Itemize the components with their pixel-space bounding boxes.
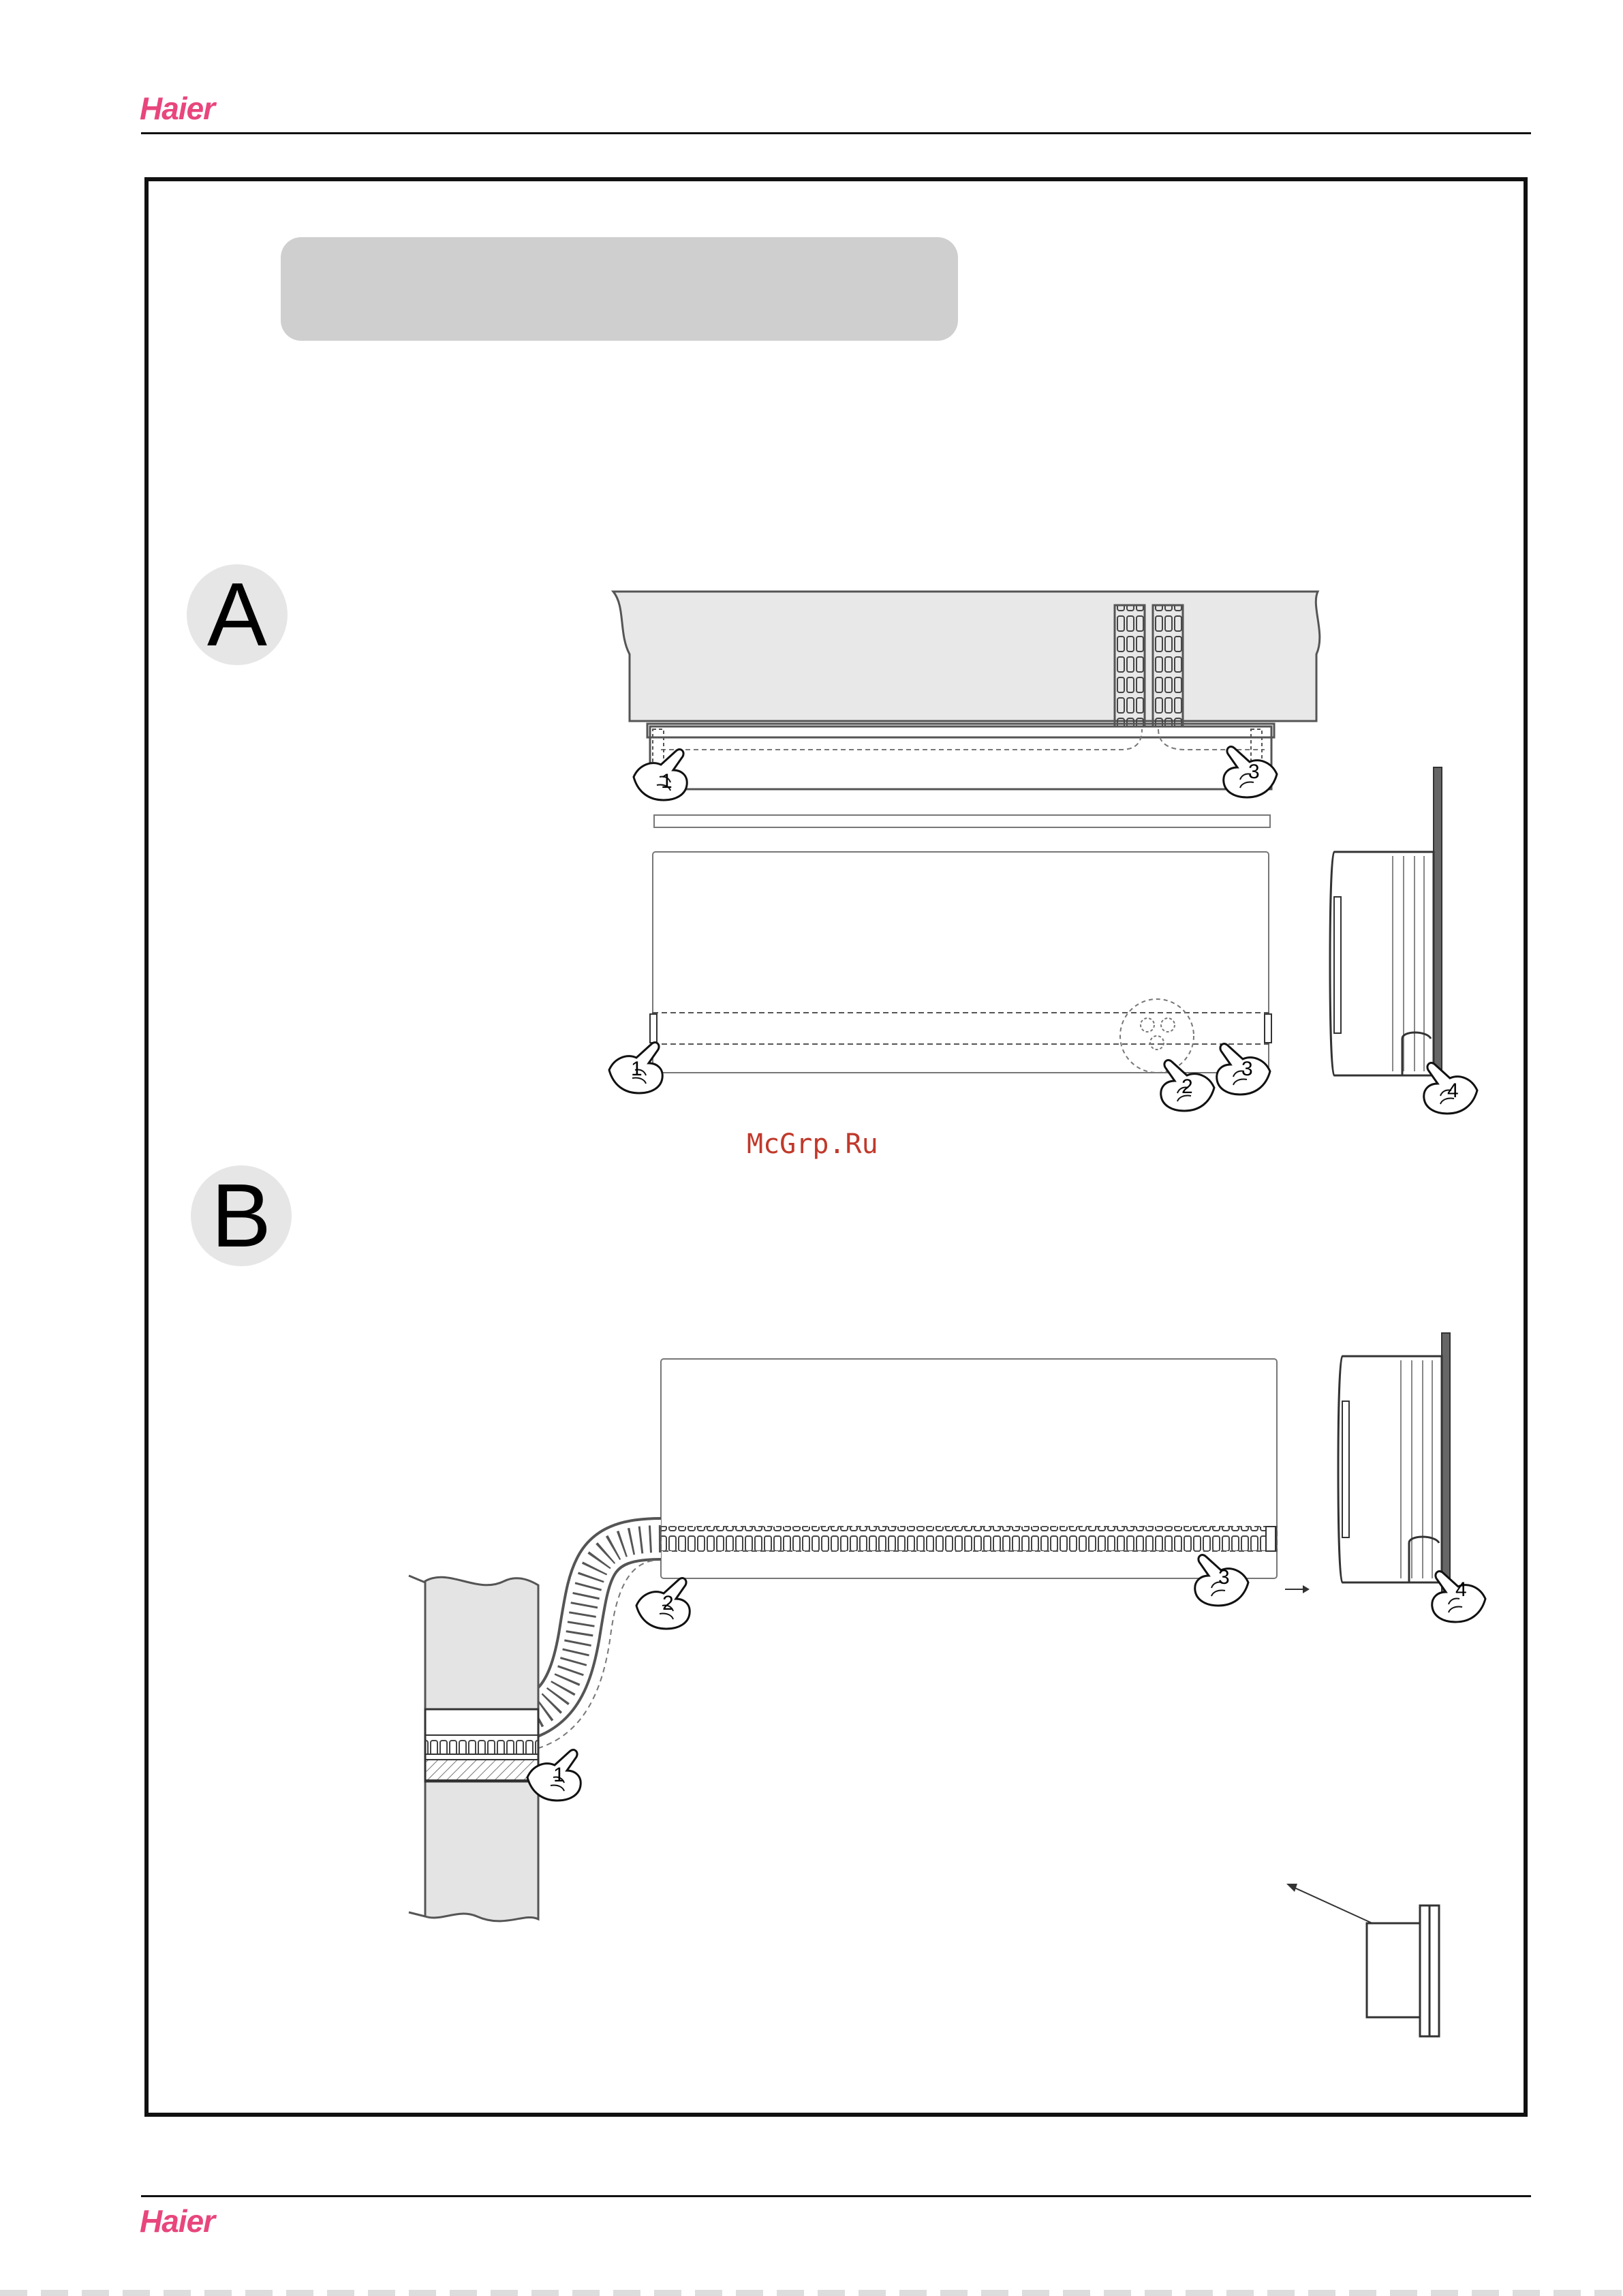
callout-b-side-4: 4 [1455,1578,1467,1601]
callout-a1: 1 [661,770,673,793]
arrow-icon [1286,1884,1297,1892]
page-edge-strip [0,2290,1623,2296]
section-badge-b: B [191,1165,292,1266]
brand-logo-bottom: Haier [140,2203,215,2239]
section-a-front-view [650,852,1271,1073]
callout-b-front-3: 3 [1218,1566,1230,1589]
callout-a-front-1: 1 [631,1058,643,1080]
section-b-side-view [1338,1333,1450,1603]
callout-a-side-4: 4 [1447,1080,1459,1102]
callout-a-front-3: 3 [1241,1058,1253,1080]
watermark: McGrp.Ru [747,1129,878,1160]
section-a-top-view [613,592,1320,827]
section-badge-a: A [187,564,288,665]
brand-logo-top: Haier [140,91,215,126]
section-a-side-view [1330,767,1442,1075]
section-b-wall [409,1576,538,1921]
callout-a-front-2: 2 [1181,1075,1193,1098]
footer-divider [141,2195,1531,2197]
callout-a3: 3 [1248,761,1260,783]
callout-b-front-2: 2 [662,1592,674,1614]
wall-sleeve-detail [1286,1884,1439,2036]
callout-b-wall-1: 1 [553,1764,565,1786]
section-b-front-view [661,1359,1310,1593]
